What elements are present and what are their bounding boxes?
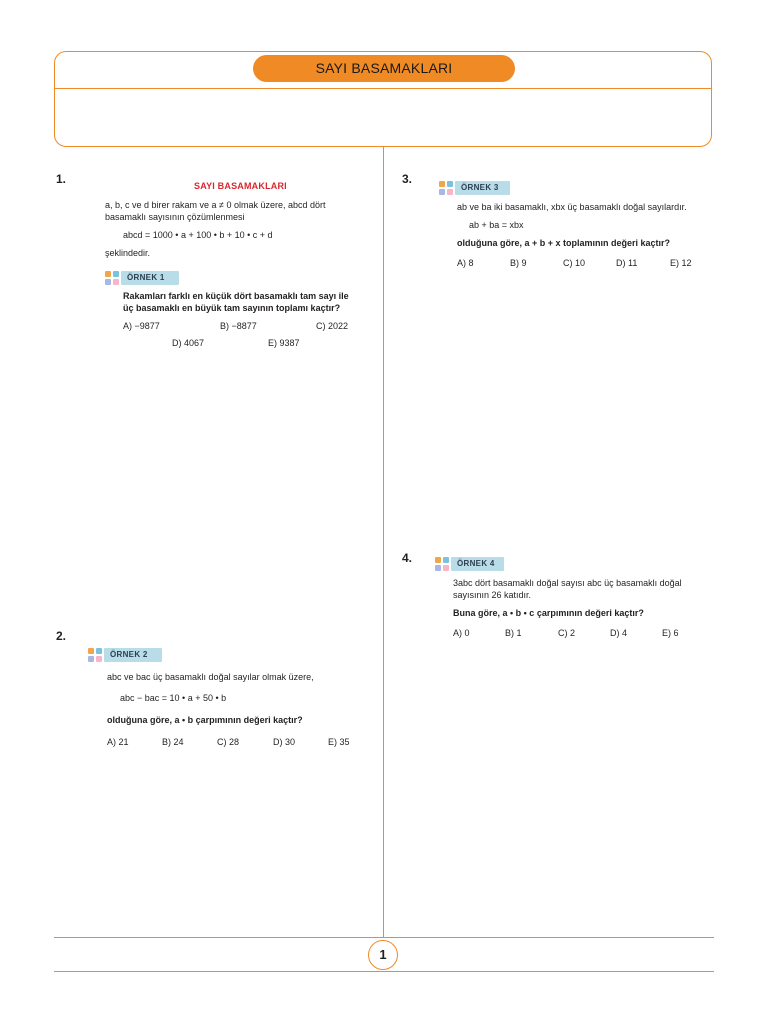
q2-intro: abc ve bac üç basamaklı doğal sayılar olmak üzere,: [107, 672, 314, 682]
q4-option-e: E) 6: [662, 628, 679, 638]
example-icon: [435, 557, 449, 571]
q1-question-line2: üç basamaklı en büyük tam sayının toplamı kaçtır?: [123, 303, 341, 313]
question-4-number: 4.: [402, 551, 413, 565]
q1-intro-line1: a, b, c ve d birer rakam ve a ≠ 0 olmak üzere, abcd dört: [105, 200, 326, 210]
section-title: SAYI BASAMAKLARI: [194, 181, 287, 191]
header-divider: [55, 88, 711, 89]
q3-question: olduğuna göre, a + b + x toplamının değeri kaçtır?: [457, 238, 671, 248]
q2-option-e: E) 35: [328, 737, 350, 747]
q1-question-line1: Rakamları farklı en küçük dört basamaklı tam sayı ile: [123, 291, 349, 301]
q1-intro-line2: basamaklı sayısının çözümlenmesi: [105, 212, 245, 222]
q4-intro-line1: 3abc dört basamaklı doğal sayısı abc üç basamaklı doğal: [453, 578, 682, 588]
example-icon: [439, 181, 453, 195]
example-icon: [88, 648, 102, 662]
q3-option-b: B) 9: [510, 258, 527, 268]
question-3-number: 3.: [402, 172, 413, 186]
page-number: 1: [368, 940, 398, 970]
q4-option-c: C) 2: [558, 628, 576, 638]
q2-question: olduğuna göre, a • b çarpımının değeri kaçtır?: [107, 715, 303, 725]
page-title: SAYI BASAMAKLARI: [253, 55, 515, 82]
q3-option-d: D) 11: [616, 258, 638, 268]
q2-option-a: A) 21: [107, 737, 129, 747]
q3-intro: ab ve ba iki basamaklı, xbx üç basamaklı doğal sayılardır.: [457, 202, 687, 212]
q1-option-b: B) −8877: [220, 321, 257, 331]
q2-formula: abc − bac = 10 • a + 50 • b: [120, 693, 227, 703]
footer-line-bottom: [54, 971, 714, 972]
column-divider: [383, 147, 384, 937]
q3-option-e: E) 12: [670, 258, 692, 268]
example-badge-3: ÖRNEK 3: [455, 181, 510, 195]
q1-formula: abcd = 1000 • a + 100 • b + 10 • c + d: [123, 230, 273, 240]
q1-option-c: C) 2022: [316, 321, 349, 331]
q1-option-a: A) −9877: [123, 321, 160, 331]
q4-question: Buna göre, a • b • c çarpımının değeri kaçtır?: [453, 608, 644, 618]
q2-option-d: D) 30: [273, 737, 296, 747]
q3-option-c: C) 10: [563, 258, 586, 268]
example-badge-2: ÖRNEK 2: [104, 648, 162, 662]
q4-option-d: D) 4: [610, 628, 628, 638]
q1-option-d: D) 4067: [172, 338, 205, 348]
question-2-number: 2.: [56, 629, 67, 643]
example-badge-1: ÖRNEK 1: [121, 271, 179, 285]
q2-option-c: C) 28: [217, 737, 240, 747]
q4-intro-line2: sayısının 26 katıdır.: [453, 590, 532, 600]
question-1-number: 1.: [56, 172, 67, 186]
q4-option-a: A) 0: [453, 628, 470, 638]
q3-option-a: A) 8: [457, 258, 474, 268]
footer-line-top: [54, 937, 714, 938]
q1-conclusion: şeklindedir.: [105, 248, 151, 258]
example-icon: [105, 271, 119, 285]
q3-formula: ab + ba = xbx: [469, 220, 524, 230]
q1-option-e: E) 9387: [268, 338, 300, 348]
q2-option-b: B) 24: [162, 737, 184, 747]
example-badge-4: ÖRNEK 4: [451, 557, 504, 571]
q4-option-b: B) 1: [505, 628, 522, 638]
